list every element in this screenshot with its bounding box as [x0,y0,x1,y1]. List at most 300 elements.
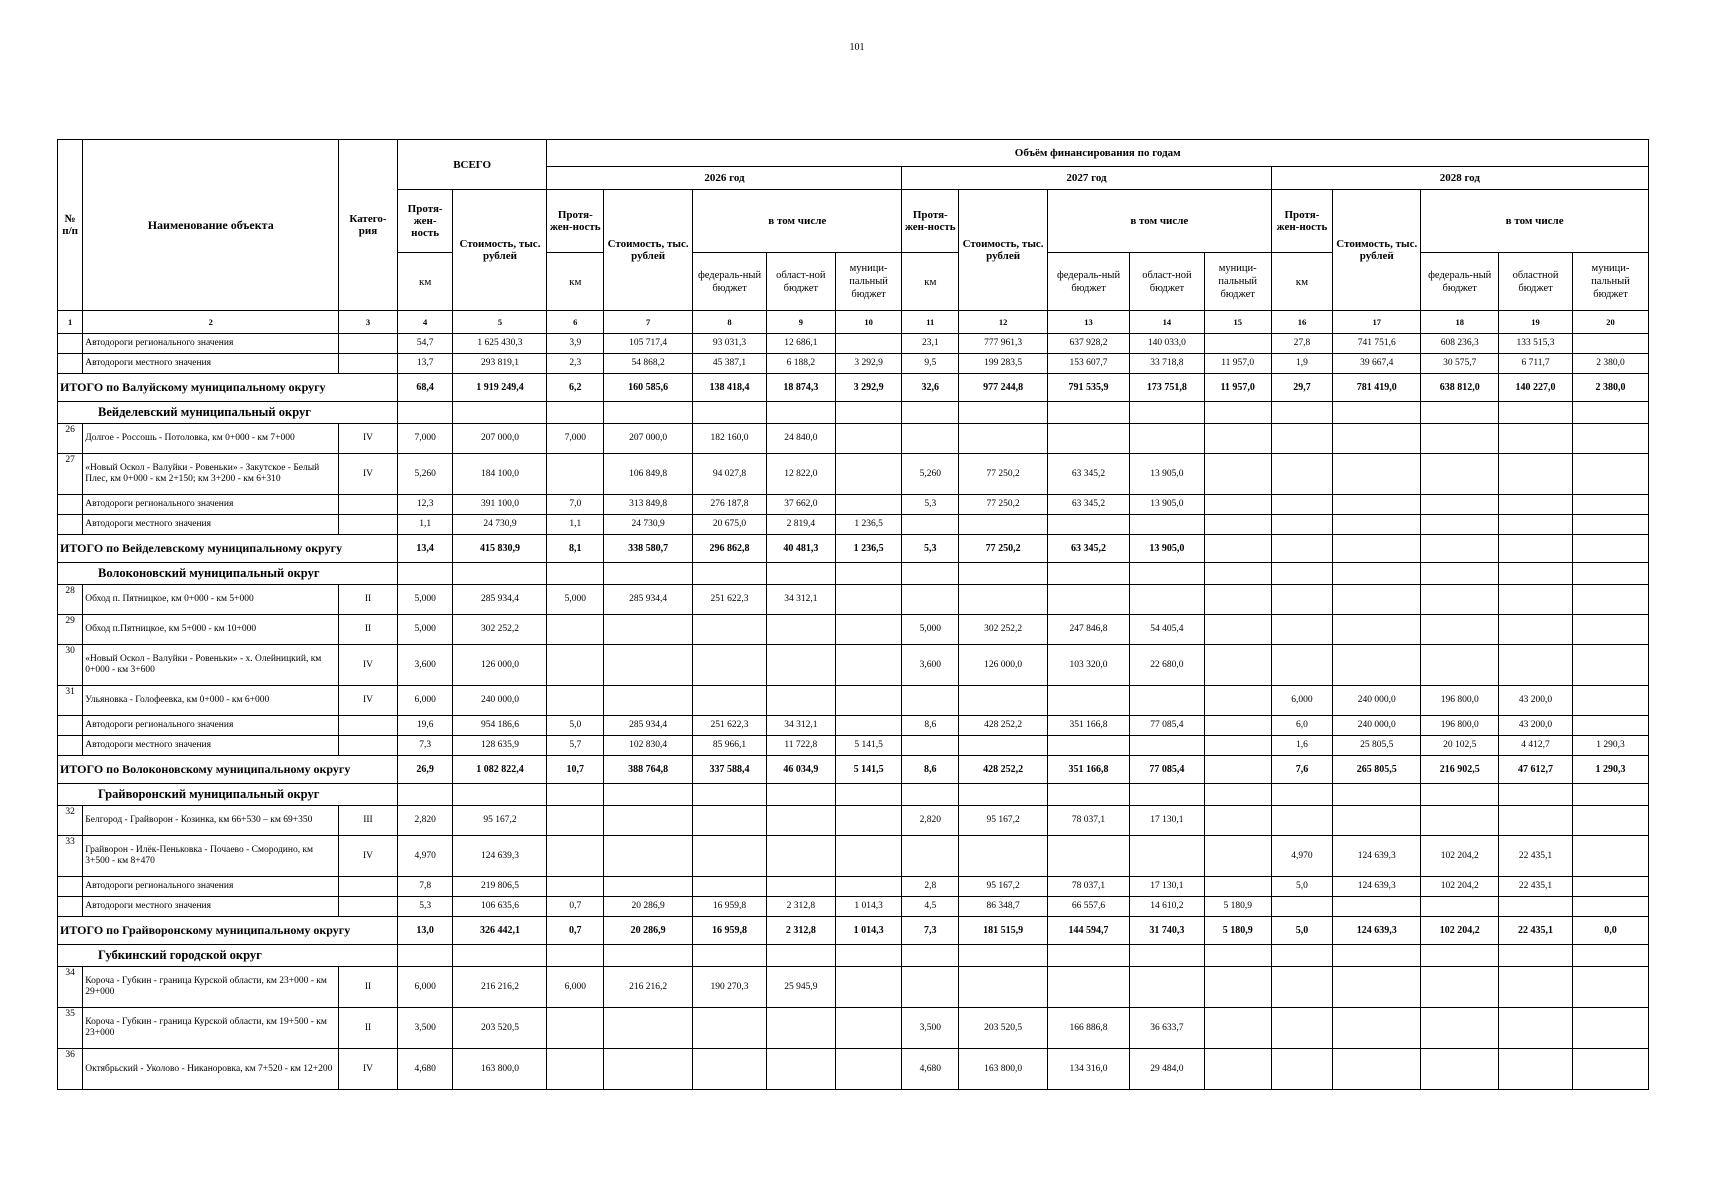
table-cell: 9,5 [902,354,959,374]
table-cell: 124 639,3 [1333,917,1421,945]
column-number: 15 [1204,311,1271,334]
table-cell [835,877,902,897]
table-cell [902,736,959,756]
table-cell: 6,0 [1271,716,1333,736]
table-cell [1572,585,1648,615]
table-cell: 37 662,0 [766,495,835,515]
table-cell [1204,806,1271,836]
table-cell [604,806,693,836]
table-cell [1048,686,1130,716]
table-cell: 326 442,1 [453,917,547,945]
object-row [58,836,1649,877]
table-cell [835,585,902,615]
table-cell [766,1008,835,1049]
table-cell [1204,716,1271,736]
table-cell: 22 435,1 [1499,877,1573,897]
col-name-header: Наименование объекта [83,140,339,311]
table-cell [547,877,604,897]
section-title: Волоконовский муниципальный округ [58,563,398,585]
table-cell: 54,7 [397,334,453,354]
table-cell: 2 380,0 [1572,374,1648,402]
table-cell: 285 934,4 [453,585,547,615]
table-cell [1204,615,1271,645]
year-header-2028: 2028 год [1271,167,1648,190]
table-cell: 16 959,8 [693,917,767,945]
table-cell [1421,967,1499,1008]
table-cell [1499,495,1573,515]
federal-header: федераль-ный бюджет [1048,253,1130,311]
table-cell [693,615,767,645]
object-row [58,1049,1649,1090]
table-cell: 4,970 [397,836,453,877]
table-cell: 7,000 [397,424,453,454]
table-cell [453,563,547,585]
table-cell: 207 000,0 [604,424,693,454]
table-cell [604,645,693,686]
table-cell: 23,1 [902,334,959,354]
table-cell: 19,6 [397,716,453,736]
table-cell: 138 418,4 [693,374,767,402]
table-cell [453,402,547,424]
table-cell [1204,585,1271,615]
table-cell [1271,897,1333,917]
table-cell: 2 312,8 [766,917,835,945]
table-cell [604,615,693,645]
table-cell [693,686,767,716]
object-name: Короча - Губкин - граница Курской области, км 23+000 - км 29+000 [83,967,339,1008]
table-cell [1130,736,1205,756]
table-cell [902,967,959,1008]
table-cell [1499,967,1573,1008]
table-cell: 13 905,0 [1130,495,1205,515]
table-cell: 25 945,9 [766,967,835,1008]
object-row [58,615,1649,645]
col-category-header: Катего-рия [339,140,398,311]
table-cell [1333,806,1421,836]
object-name: Белгород - Грайворон - Козинка, км 66+530 – км 69+350 [83,806,339,836]
table-cell: 5,000 [397,585,453,615]
including-header: в том числе [1421,190,1649,253]
table-cell: 32,6 [902,374,959,402]
table-cell [1333,495,1421,515]
table-cell [1271,784,1333,806]
table-cell: 5,0 [1271,877,1333,897]
table-cell: 7,8 [397,877,453,897]
column-number: 5 [453,311,547,334]
table-cell [766,1049,835,1090]
object-name: «Новый Оскол - Валуйки - Ровеньки» - х. Олейницкий, км 0+000 - км 3+600 [83,645,339,686]
table-cell: 20 102,5 [1421,736,1499,756]
table-cell: 30 575,7 [1421,354,1499,374]
column-number: 20 [1572,311,1648,334]
table-cell: 4,5 [902,897,959,917]
table-cell: 3,600 [397,645,453,686]
table-cell: 13,0 [397,917,453,945]
table-cell: 196 800,0 [1421,716,1499,736]
table-cell [1499,585,1573,615]
table-cell [604,784,693,806]
table-cell [1271,585,1333,615]
table-cell: 12 822,0 [766,454,835,495]
table-cell [1271,945,1333,967]
row-number: 31 [58,686,83,716]
length-header: Протя-жен-ность [547,190,604,253]
table-cell [766,806,835,836]
object-name: Автодороги местного значения [83,736,339,756]
row-number [58,334,83,354]
subtotal-row [58,877,1649,897]
table-cell [959,424,1048,454]
table-cell: 25 805,5 [1333,736,1421,756]
table-cell: 219 806,5 [453,877,547,897]
table-cell [1333,563,1421,585]
table-cell [835,836,902,877]
table-cell [1130,686,1205,716]
table-cell: 2,820 [397,806,453,836]
table-cell: 102 204,2 [1421,877,1499,897]
table-cell: 207 000,0 [453,424,547,454]
table-cell [766,402,835,424]
table-cell: 20 286,9 [604,917,693,945]
table-cell: 5,0 [547,716,604,736]
table-cell [693,1049,767,1090]
table-cell: 11 957,0 [1204,374,1271,402]
table-cell: 77 085,4 [1130,716,1205,736]
column-number: 13 [1048,311,1130,334]
table-cell: 66 557,6 [1048,897,1130,917]
table-cell [1572,645,1648,686]
table-cell [453,784,547,806]
object-name: Автодороги регионального значения [83,334,339,354]
subtotal-row [58,515,1649,535]
cost-header: Стоимость, тыс. рублей [1333,190,1421,311]
municipal-header: муници-пальный бюджет [1572,253,1648,311]
table-cell [1204,736,1271,756]
table-cell [693,563,767,585]
road-category: IV [339,836,398,877]
table-cell [1333,424,1421,454]
table-cell [1333,535,1421,563]
table-cell: 182 160,0 [693,424,767,454]
table-cell: 63 345,2 [1048,535,1130,563]
table-cell [766,784,835,806]
table-cell [1271,563,1333,585]
table-cell [547,806,604,836]
table-cell: 103 320,0 [1048,645,1130,686]
table-cell [1499,515,1573,535]
table-cell: 86 348,7 [959,897,1048,917]
table-cell: 78 037,1 [1048,806,1130,836]
road-category: IV [339,1049,398,1090]
table-cell [1048,515,1130,535]
table-cell [1333,967,1421,1008]
table-cell: 391 100,0 [453,495,547,515]
table-cell [604,402,693,424]
table-cell [1499,645,1573,686]
row-number: 33 [58,836,83,877]
table-cell [766,945,835,967]
table-cell: 54 868,2 [604,354,693,374]
table-cell [1421,897,1499,917]
table-cell: 102 830,4 [604,736,693,756]
year-header-2027: 2027 год [902,167,1271,190]
table-cell: 240 000,0 [453,686,547,716]
km-unit: км [1271,253,1333,311]
table-cell: 93 031,3 [693,334,767,354]
table-cell [835,784,902,806]
table-cell [1421,402,1499,424]
table-cell: 140 227,0 [1499,374,1573,402]
table-cell: 5,0 [1271,917,1333,945]
table-cell: 17 130,1 [1130,877,1205,897]
road-category [339,495,398,515]
total-title: ИТОГО по Вейделевскому муниципальному округу [58,535,398,563]
table-cell: 173 751,8 [1130,374,1205,402]
table-cell [1572,806,1648,836]
table-cell [1333,897,1421,917]
table-cell: 1,6 [1271,736,1333,756]
table-cell [1204,563,1271,585]
table-cell: 47 612,7 [1499,756,1573,784]
table-cell: 8,1 [547,535,604,563]
table-cell: 1 919 249,4 [453,374,547,402]
table-cell [1130,585,1205,615]
table-cell [1572,897,1648,917]
table-cell [693,945,767,967]
table-cell [959,515,1048,535]
table-cell [835,615,902,645]
table-cell: 124 639,3 [1333,836,1421,877]
table-cell: 95 167,2 [959,806,1048,836]
table-cell: 13,4 [397,535,453,563]
object-row [58,645,1649,686]
table-cell [604,563,693,585]
table-cell [1421,563,1499,585]
table-cell [1271,615,1333,645]
table-cell: 7,3 [397,736,453,756]
table-cell [1421,454,1499,495]
table-cell [693,1008,767,1049]
road-category: IV [339,645,398,686]
table-cell [1204,402,1271,424]
table-cell: 351 166,8 [1048,756,1130,784]
table-cell: 46 034,9 [766,756,835,784]
table-cell: 8,6 [902,756,959,784]
table-cell [547,645,604,686]
road-category [339,736,398,756]
total-title: ИТОГО по Валуйскому муниципальному округу [58,374,398,402]
table-cell [1499,784,1573,806]
table-cell [1048,402,1130,424]
table-cell: 18 874,3 [766,374,835,402]
total-row [58,917,1649,945]
including-header: в том числе [693,190,902,253]
table-cell [835,716,902,736]
table-cell [1130,784,1205,806]
table-cell: 181 515,9 [959,917,1048,945]
table-cell [604,686,693,716]
table-cell [835,645,902,686]
row-number [58,736,83,756]
table-cell [547,945,604,967]
table-cell: 1 236,5 [835,515,902,535]
table-cell [547,615,604,645]
object-name: Автодороги регионального значения [83,877,339,897]
table-cell [1333,784,1421,806]
object-name: Ульяновка - Голофеевка, км 0+000 - км 6+000 [83,686,339,716]
table-cell: 428 252,2 [959,756,1048,784]
table-cell [1130,563,1205,585]
table-cell: 296 862,8 [693,535,767,563]
object-name: Автодороги регионального значения [83,495,339,515]
object-row [58,686,1649,716]
table-cell [1204,756,1271,784]
table-cell: 1,1 [397,515,453,535]
regional-header: областной бюджет [1499,253,1573,311]
table-cell: 77 250,2 [959,535,1048,563]
table-cell: 5,3 [902,535,959,563]
table-cell: 337 588,4 [693,756,767,784]
table-container [57,139,1649,1090]
table-cell: 68,4 [397,374,453,402]
road-category [339,334,398,354]
table-cell: 77 085,4 [1130,756,1205,784]
table-cell: 1,9 [1271,354,1333,374]
table-cell [1421,615,1499,645]
table-cell: 166 886,8 [1048,1008,1130,1049]
row-number: 28 [58,585,83,615]
table-cell: 102 204,2 [1421,917,1499,945]
table-cell: 63 345,2 [1048,454,1130,495]
subtotal-row [58,736,1649,756]
table-cell [1499,806,1573,836]
table-cell: 153 607,7 [1048,354,1130,374]
table-cell: 105 717,4 [604,334,693,354]
table-cell [1499,402,1573,424]
table-cell [693,402,767,424]
table-cell: 196 800,0 [1421,686,1499,716]
table-cell [766,877,835,897]
object-name: Автодороги местного значения [83,354,339,374]
table-cell: 11 722,8 [766,736,835,756]
table-cell [1572,967,1648,1008]
total-title: ИТОГО по Грайворонскому муниципальному округу [58,917,398,945]
section-title: Губкинский городской округ [58,945,398,967]
table-cell [1572,716,1648,736]
table-cell: 29,7 [1271,374,1333,402]
table-body [58,334,1649,1090]
table-cell [1048,563,1130,585]
row-number [58,716,83,736]
table-cell [1130,402,1205,424]
row-number: 34 [58,967,83,1008]
table-cell [693,806,767,836]
table-cell: 16 959,8 [693,897,767,917]
table-cell [959,836,1048,877]
road-category: II [339,1008,398,1049]
table-cell: 1 290,3 [1572,756,1648,784]
column-number: 16 [1271,311,1333,334]
table-cell: 26,9 [397,756,453,784]
object-row [58,454,1649,495]
table-cell [1204,877,1271,897]
table-cell [766,645,835,686]
table-cell [604,877,693,897]
table-cell: 27,8 [1271,334,1333,354]
table-cell: 31 740,3 [1130,917,1205,945]
table-cell: 34 312,1 [766,716,835,736]
table-cell [835,424,902,454]
table-cell: 741 751,6 [1333,334,1421,354]
table-cell: 199 283,5 [959,354,1048,374]
object-row [58,424,1649,454]
table-cell: 608 236,3 [1421,334,1499,354]
object-name: Обход п. Пятницкое, км 0+000 - км 5+000 [83,585,339,615]
table-cell [1421,585,1499,615]
table-cell [453,945,547,967]
object-row [58,1008,1649,1049]
table-cell: 6 711,7 [1499,354,1573,374]
table-cell: 2,8 [902,877,959,897]
table-cell [1271,495,1333,515]
table-cell: 6 188,2 [766,354,835,374]
table-cell [1204,784,1271,806]
table-cell [1204,424,1271,454]
table-cell [902,686,959,716]
table-cell: 216 216,2 [604,967,693,1008]
table-cell: 10,7 [547,756,604,784]
road-category: II [339,615,398,645]
table-cell: 77 250,2 [959,454,1048,495]
table-header [58,140,1649,334]
table-cell [1421,495,1499,515]
table-cell: 78 037,1 [1048,877,1130,897]
table-cell [766,836,835,877]
object-name: Короча - Губкин - граница Курской области, км 19+500 - км 23+000 [83,1008,339,1049]
table-cell [1204,945,1271,967]
table-cell [1499,897,1573,917]
table-cell: 302 252,2 [959,615,1048,645]
column-number: 8 [693,311,767,334]
row-number [58,354,83,374]
table-cell [1499,1008,1573,1049]
table-cell: 133 515,3 [1499,334,1573,354]
column-number: 18 [1421,311,1499,334]
road-category [339,897,398,917]
row-number: 26 [58,424,83,454]
table-cell: 5,260 [397,454,453,495]
table-cell: 24 840,0 [766,424,835,454]
object-name: Долгое - Россошь - Потоловка, км 0+000 - км 7+000 [83,424,339,454]
object-row [58,585,1649,615]
table-cell: 163 800,0 [453,1049,547,1090]
subtotal-row [58,354,1649,374]
table-cell [1204,535,1271,563]
table-cell [1271,1008,1333,1049]
table-cell: 2,820 [902,806,959,836]
table-cell [1572,334,1648,354]
column-number: 7 [604,311,693,334]
table-cell [1499,424,1573,454]
object-row [58,806,1649,836]
table-cell [766,563,835,585]
table-cell: 85 966,1 [693,736,767,756]
table-cell [835,563,902,585]
table-cell [1204,515,1271,535]
table-cell: 313 849,8 [604,495,693,515]
table-cell: 45 387,1 [693,354,767,374]
table-cell [1130,967,1205,1008]
